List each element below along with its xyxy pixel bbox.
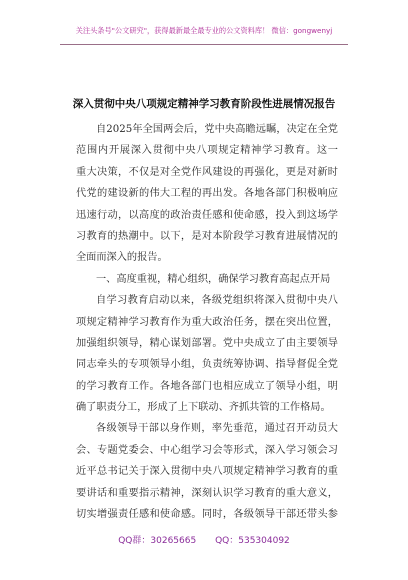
body-line: 一、高度重视，精心组织，确保学习教育高起点开局: [96, 273, 331, 285]
footer-contact: [0, 533, 408, 546]
body-line: 项规定精神学习教育作为重大政治任务，摆在突出位置，: [76, 316, 338, 328]
body-line: 范围内开展深入贯彻中央八项规定精神学习教育。这一: [76, 145, 338, 157]
body-line: 要讲话和重要指示精神，深刻认识学习教育的重大意义，: [76, 487, 338, 499]
body-line: 自2025年全国两会后，党中央高瞻远瞩，决定在全党: [96, 124, 338, 135]
header-divider: [60, 44, 348, 45]
body-line: 自学习教育启动以来，各级党组织将深入贯彻中央八: [96, 295, 338, 307]
body-line: 的学习教育工作。各地各部门也相应成立了领导小组，明: [76, 380, 338, 392]
body-line: 同志牵头的专项领导小组，负责统筹协调、指导督促全党: [76, 359, 338, 371]
footer-qq-group: QQ群：30265665: [118, 536, 197, 546]
body-line: 加强组织领导，精心谋划部署。党中央成立了由主要领导: [76, 337, 338, 349]
body-line: 代党的建设新的伟大工程的再出发。各地各部门积极响应: [76, 188, 338, 200]
body-line: 迅速行动，以高度的政治责任感和使命感，投入到这场学: [76, 209, 338, 221]
body-line: 会、专题党委会、中心组学习会等形式，深入学习领会习: [76, 444, 338, 456]
body-line: 各级领导干部以身作则，率先垂范，通过召开动员大: [96, 423, 338, 435]
body-line: 习教育的热潮中。以下，是对本阶段学习教育进展情况的: [76, 230, 338, 242]
body-line: 重大决策，不仅是对全党作风建设的再强化，更是对新时: [76, 166, 338, 178]
body-line: 全面而深入的报告。: [76, 252, 168, 264]
footer-qq-number: QQ：535304092: [215, 536, 290, 546]
header-note: 关注头条号"公文研究"，获得最新最全最专业的公文资料库！ 微信：gongwenyj: [75, 26, 333, 35]
body-line: 确了职责分工，形成了上下联动、齐抓共管的工作格局。: [76, 402, 331, 414]
body-line: 切实增强责任感和使命感。同时，各级领导干部还带头参: [76, 509, 338, 521]
document-title: 深入贯彻中央八项规定精神学习教育阶段性进展情况报告: [72, 98, 336, 110]
body-line: 近平总书记关于深入贯彻中央八项规定精神学习教育的重: [76, 466, 338, 478]
document-body: [76, 119, 338, 525]
